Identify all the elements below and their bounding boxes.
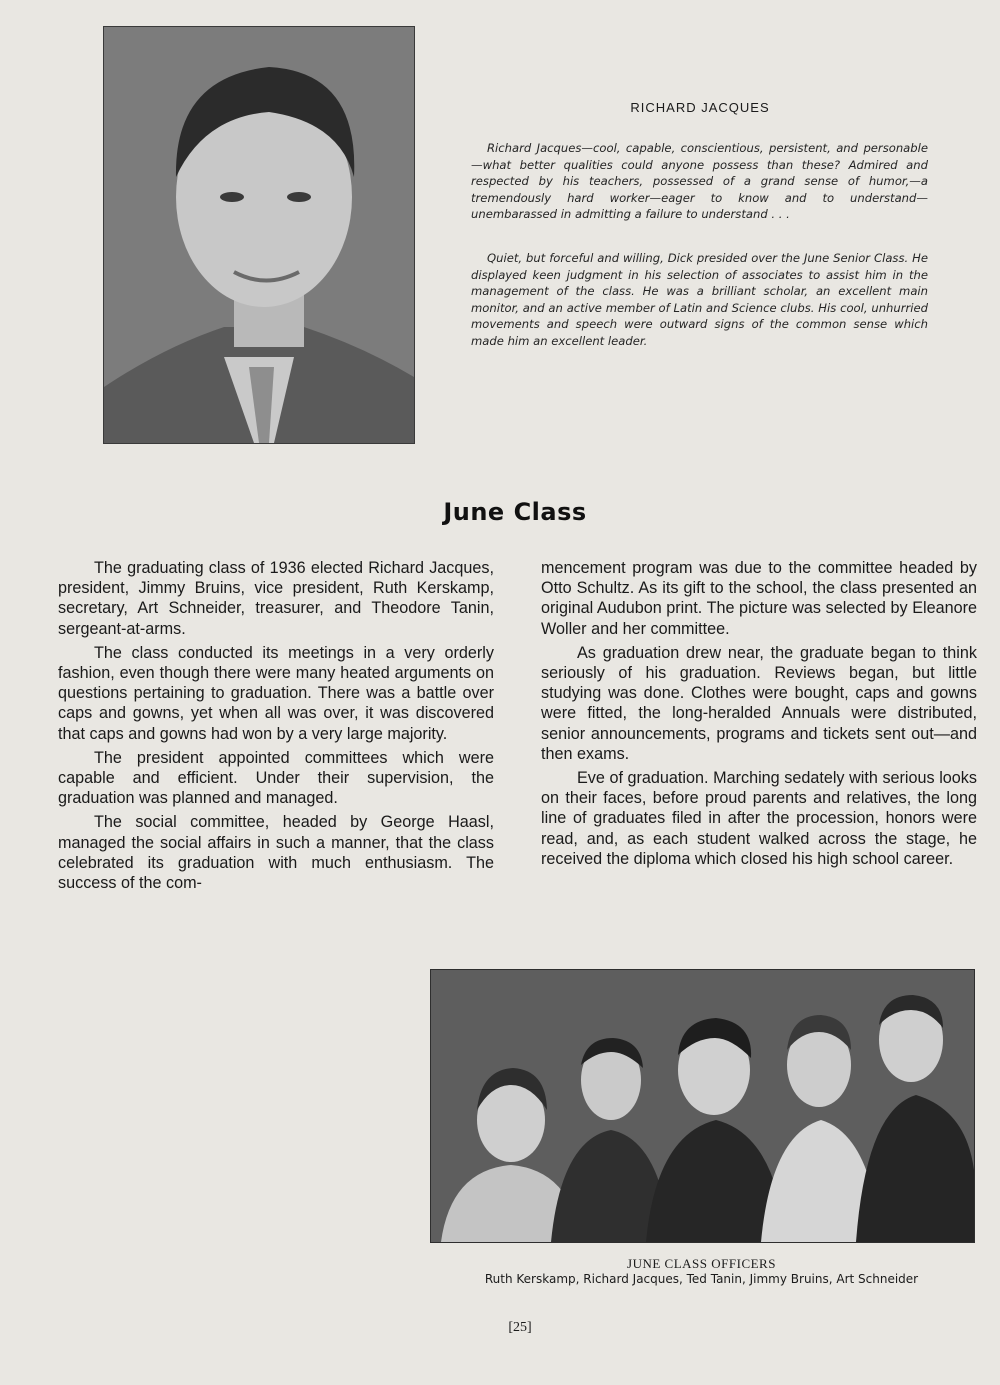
- article-paragraph: As graduation drew near, the graduate began to think seriously of his graduation. Reviews began, but little studying was done. Clothes were bought, caps and gowns were fitted, the long-heralded Annuals were distributed, senior announcements, programs and tickets sent out—and then exams.: [541, 643, 977, 763]
- page-number: [25]: [508, 1320, 532, 1335]
- article-paragraph: The graduating class of 1936 elected Richard Jacques, president, Jimmy Bruins, vice president, Ruth Kerskamp, secretary, Art Schneider, treasurer, and Theodore Tanin, sergeant-at-arms.: [58, 559, 494, 638]
- article-left-column: [58, 558, 494, 897]
- profile-paragraph: Quiet, but forceful and willing, Dick presided over the June Senior Class. He displayed keen judgment in his selection of associates to assist him in the management of the class. He was a brilliant scholar, an excellent main monitor, and an active member of Latin and Science clubs. His cool, unhurried movements and speech were outward signs of the common sense which made him an excellent leader.: [471, 251, 928, 348]
- profile-paragraph: Richard Jacques—cool, capable, conscientious, persistent, and personable—what better qualities could anyone possess than these? Admired and respected by his teachers, possessed of a grand sense of humor,—a tremendously hard worker—eager to know and to understand—unembarassed in admitting a failure to understand . . .: [471, 141, 928, 222]
- photo-caption-names: Ruth Kerskamp, Richard Jacques, Ted Tanin, Jimmy Bruins, Art Schneider: [484, 1272, 919, 1286]
- photo-caption-title: JUNE CLASS OFFICERS: [627, 1256, 776, 1271]
- profile-name: RICHARD JACQUES: [630, 100, 770, 115]
- article-title: June Class: [443, 498, 587, 526]
- article-right-column: [541, 558, 977, 873]
- article-paragraph: The president appointed committees which were capable and efficient. Under their supervision, the graduation was planned and managed.: [58, 748, 494, 808]
- article-paragraph: The social committee, headed by George Haasl, managed the social affairs in such a manner, that the class celebrated its graduation with much enthusiasm. The success of the com-: [58, 813, 494, 893]
- class-officers-photo: [430, 969, 975, 1243]
- article-paragraph: The class conducted its meetings in a very orderly fashion, even though there were many heated arguments on questions pertaining to graduation. There was a battle over caps and gowns, yet when all was over, it was discovered that caps and gowns had won by a very large majority.: [58, 643, 494, 743]
- article-paragraph: Eve of graduation. Marching sedately with serious looks on their faces, before proud parents and relatives, the long line of graduates filed in after the procession, honors were read, and, as each student walked across the stage, he received the diploma which closed his high school career.: [541, 769, 977, 868]
- portrait-photo: [103, 26, 415, 444]
- article-paragraph: mencement program was due to the committee headed by Otto Schultz. As its gift to the school, the class presented an original Audubon print. The picture was selected by Eleanore Woller and her committee.: [541, 559, 977, 638]
